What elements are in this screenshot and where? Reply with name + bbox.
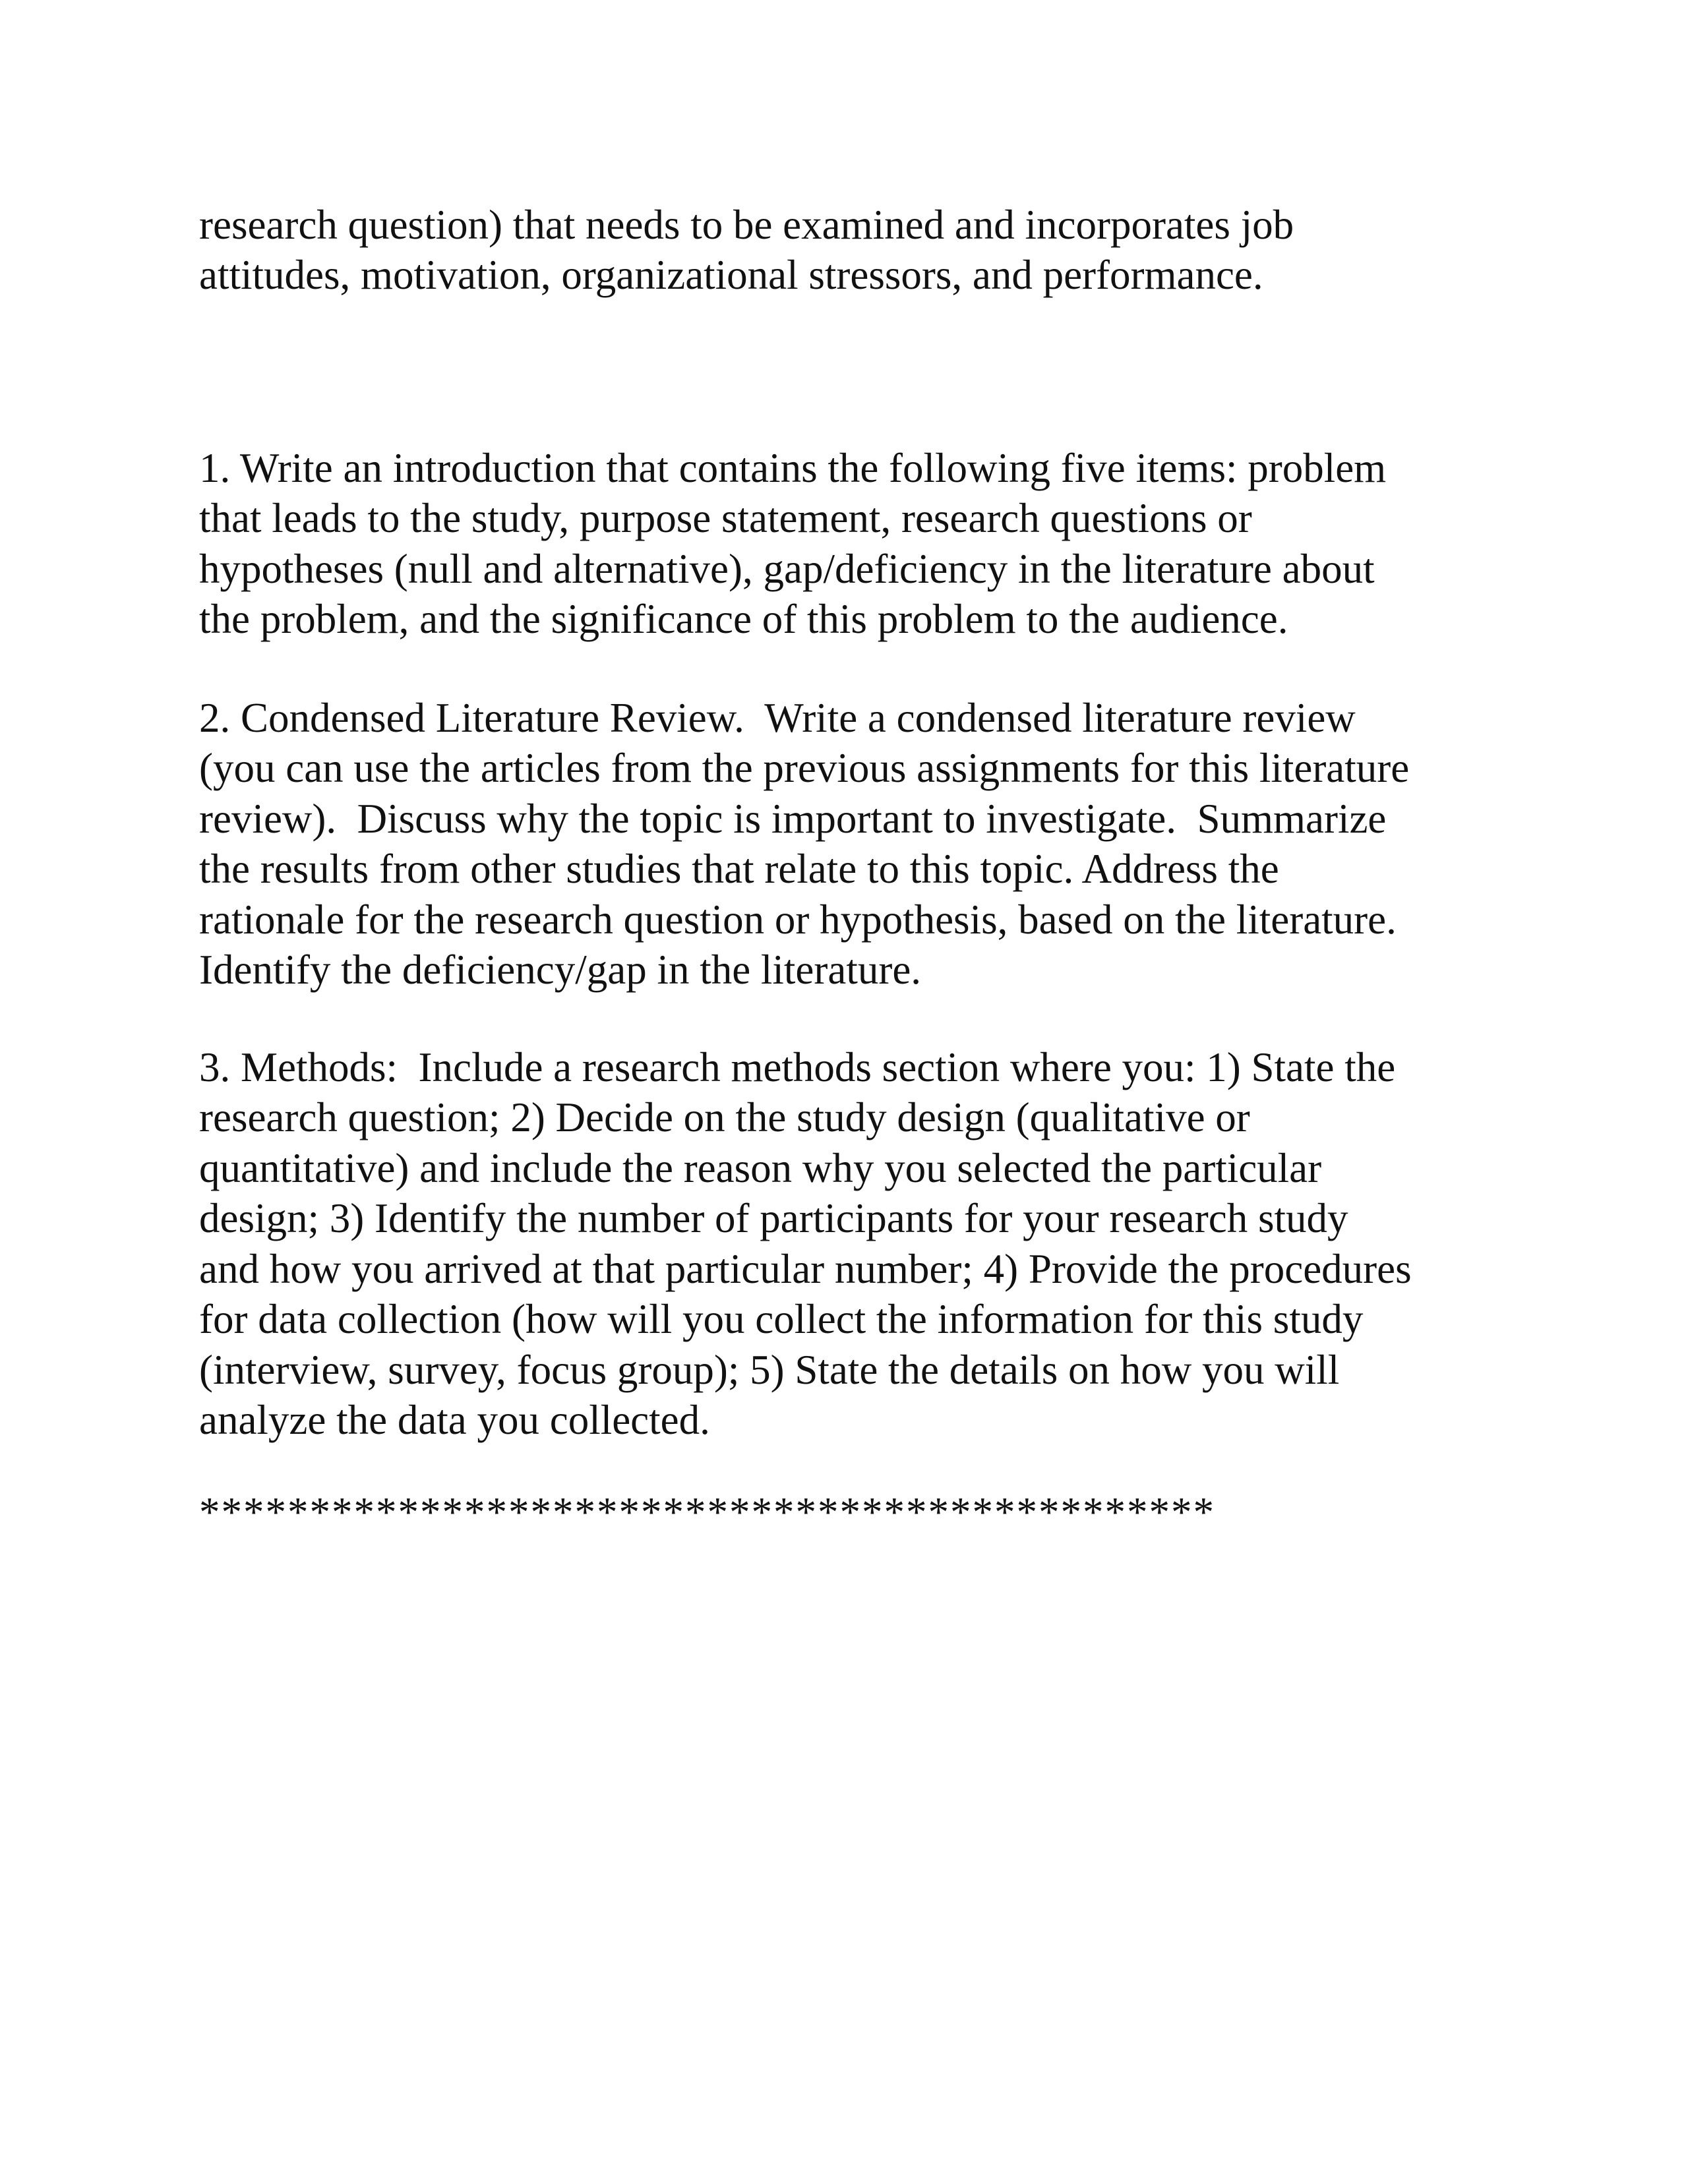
item-2-line-6: Identify the deficiency/gap in the literature. xyxy=(199,947,922,993)
item-2-line-5: rationale for the research question or hypothesis, based on the literature. xyxy=(199,897,1397,943)
item-2-line-3: review). Discuss why the topic is important to investigate. Summarize xyxy=(199,796,1387,842)
item-3-line-5: and how you arrived at that particular number; 4) Provide the procedures xyxy=(199,1246,1412,1292)
item-2-line-4: the results from other studies that relate to this topic. Address the xyxy=(199,846,1279,892)
item-3-line-7: (interview, survey, focus group); 5) State the details on how you will xyxy=(199,1347,1340,1393)
intro-line-1: research question) that needs to be examined and incorporates job xyxy=(199,202,1294,248)
intro-line-2: attitudes, motivation, organizational stressors, and performance. xyxy=(199,252,1263,298)
asterisk-separator: ********************************************** xyxy=(199,1489,1215,1535)
item-3-line-6: for data collection (how will you collect the information for this study xyxy=(199,1296,1364,1342)
item-3-line-2: research question; 2) Decide on the study design (qualitative or xyxy=(199,1094,1250,1140)
item-3-line-1: 3. Methods: Include a research methods section where you: 1) State the xyxy=(199,1044,1396,1090)
item-3-line-8: analyze the data you collected. xyxy=(199,1397,710,1443)
item-1-line-1: 1. Write an introduction that contains the following five items: problem xyxy=(199,445,1387,491)
item-2-line-2: (you can use the articles from the previous assignments for this literature xyxy=(199,745,1410,791)
item-3-line-4: design; 3) Identify the number of participants for your research study xyxy=(199,1195,1348,1241)
item-1-line-2: that leads to the study, purpose statement, research questions or xyxy=(199,495,1252,541)
item-1-line-3: hypotheses (null and alternative), gap/deficiency in the literature about xyxy=(199,546,1375,592)
item-2-line-1: 2. Condensed Literature Review. Write a condensed literature review xyxy=(199,695,1356,741)
item-1-line-4: the problem, and the significance of this problem to the audience. xyxy=(199,596,1288,642)
item-3-line-3: quantitative) and include the reason why you selected the particular xyxy=(199,1145,1322,1191)
